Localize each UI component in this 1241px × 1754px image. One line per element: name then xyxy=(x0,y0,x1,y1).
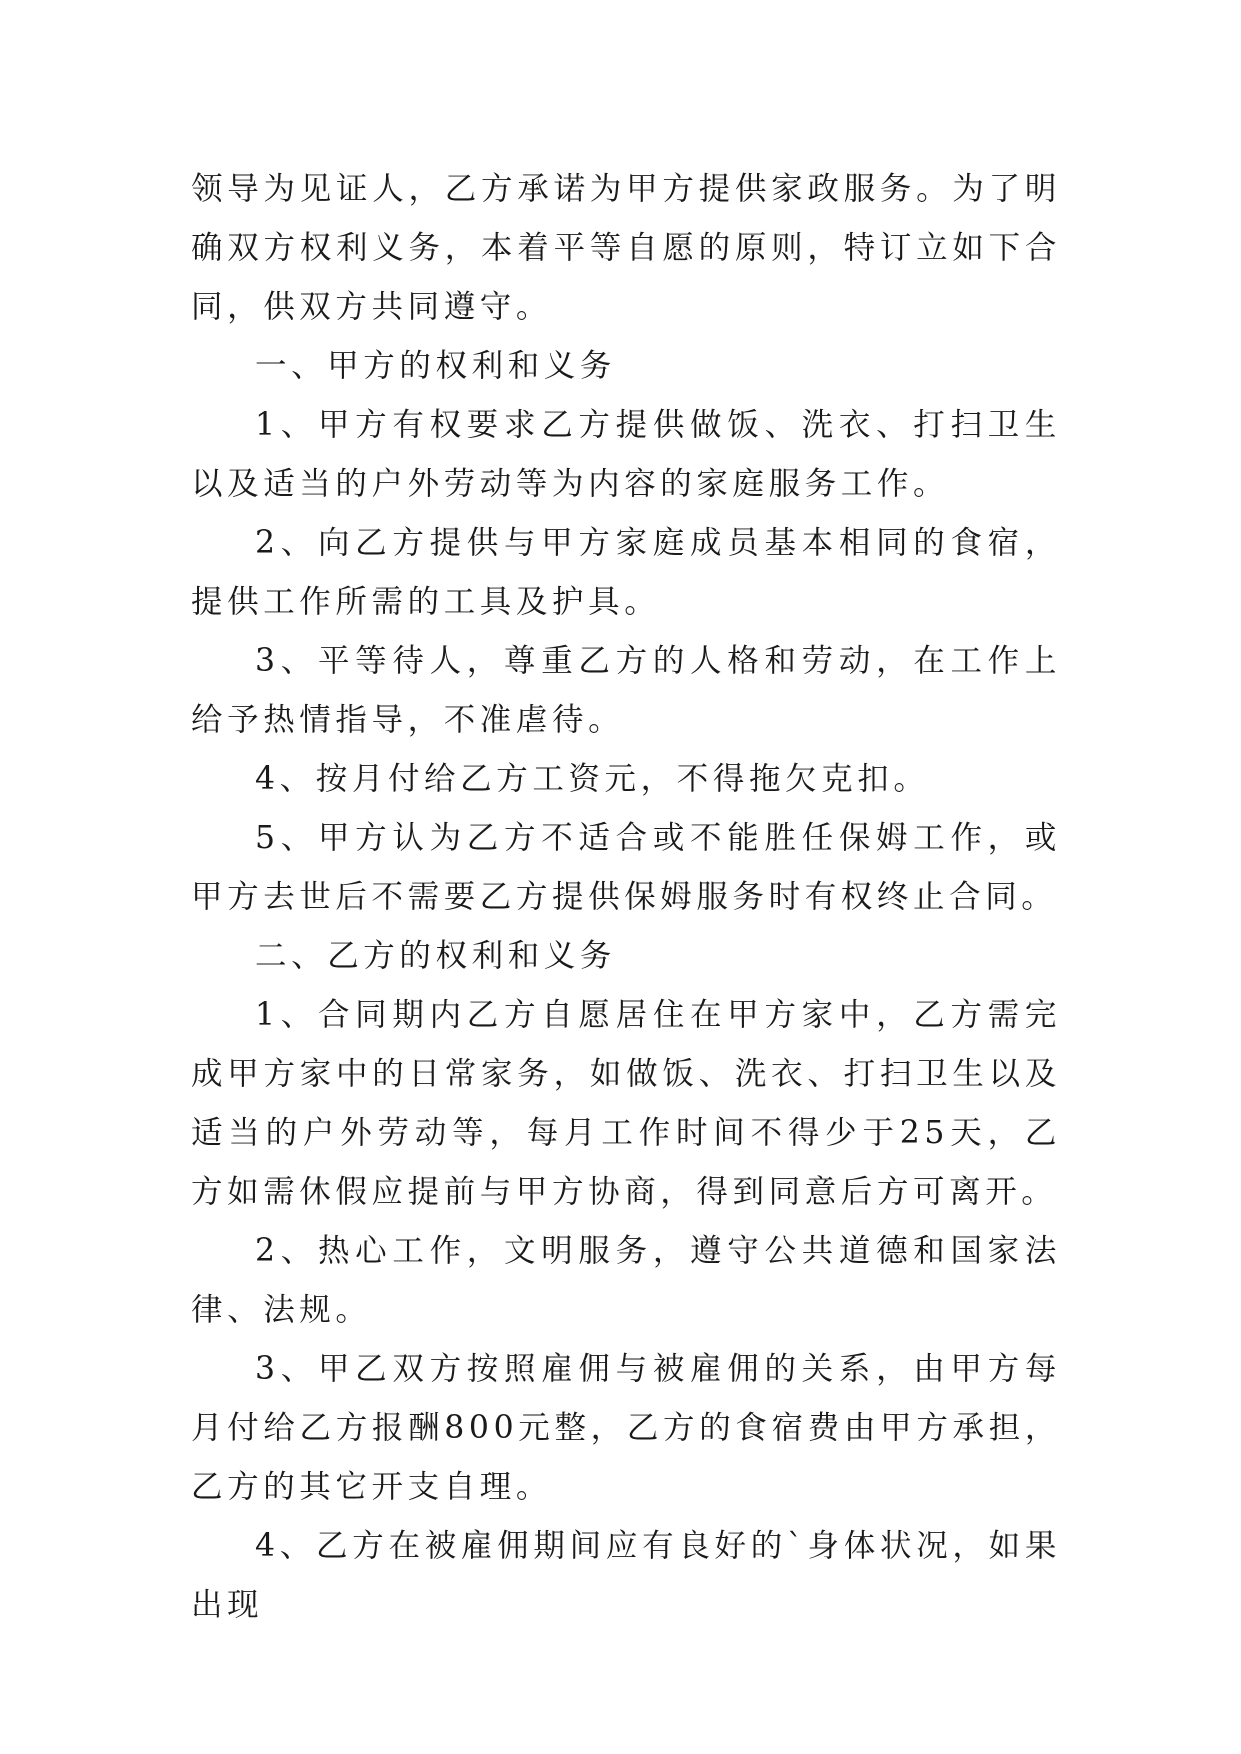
party-a-clause-3: 3、平等待人，尊重乙方的人格和劳动，在工作上给予热情指导，不准虐待。 xyxy=(191,643,1061,738)
paragraph-intro: 领导为见证人，乙方承诺为甲方提供家政服务。为了明确双方权利义务，本着平等自愿的原则，特订立如下合同，供双方共同遵守。 xyxy=(191,171,1061,325)
party-a-clause-2: 2、向乙方提供与甲方家庭成员基本相同的食宿，提供工作所需的工具及护具。 xyxy=(191,525,1061,620)
party-b-clause-1: 1、合同期内乙方自愿居住在甲方家中，乙方需完成甲方家中的日常家务，如做饭、洗衣、打扫卫生以及适当的户外劳动等，每月工作时间不得少于25天，乙方如需休假应提前与甲方协商，得到同意后方可离开。 xyxy=(191,997,1061,1210)
section-heading-party-a: 一、甲方的权利和义务 xyxy=(255,348,617,384)
document-body xyxy=(191,160,1061,1635)
party-a-clause-4: 4、按月付给乙方工资元，不得拖欠克扣。 xyxy=(255,761,930,797)
party-b-clause-2: 2、热心工作，文明服务，遵守公共道德和国家法律、法规。 xyxy=(191,1233,1061,1328)
party-b-clause-4: 4、乙方在被雇佣期间应有良好的`身体状况，如果出现 xyxy=(191,1528,1061,1623)
party-a-clause-1: 1、甲方有权要求乙方提供做饭、洗衣、打扫卫生以及适当的户外劳动等为内容的家庭服务工作。 xyxy=(191,407,1061,502)
section-heading-party-b: 二、乙方的权利和义务 xyxy=(255,938,617,974)
party-a-clause-5: 5、甲方认为乙方不适合或不能胜任保姆工作，或甲方去世后不需要乙方提供保姆服务时有权终止合同。 xyxy=(191,820,1061,915)
party-b-clause-3: 3、甲乙双方按照雇佣与被雇佣的关系，由甲方每月付给乙方报酬800元整，乙方的食宿费由甲方承担，乙方的其它开支自理。 xyxy=(191,1351,1061,1505)
